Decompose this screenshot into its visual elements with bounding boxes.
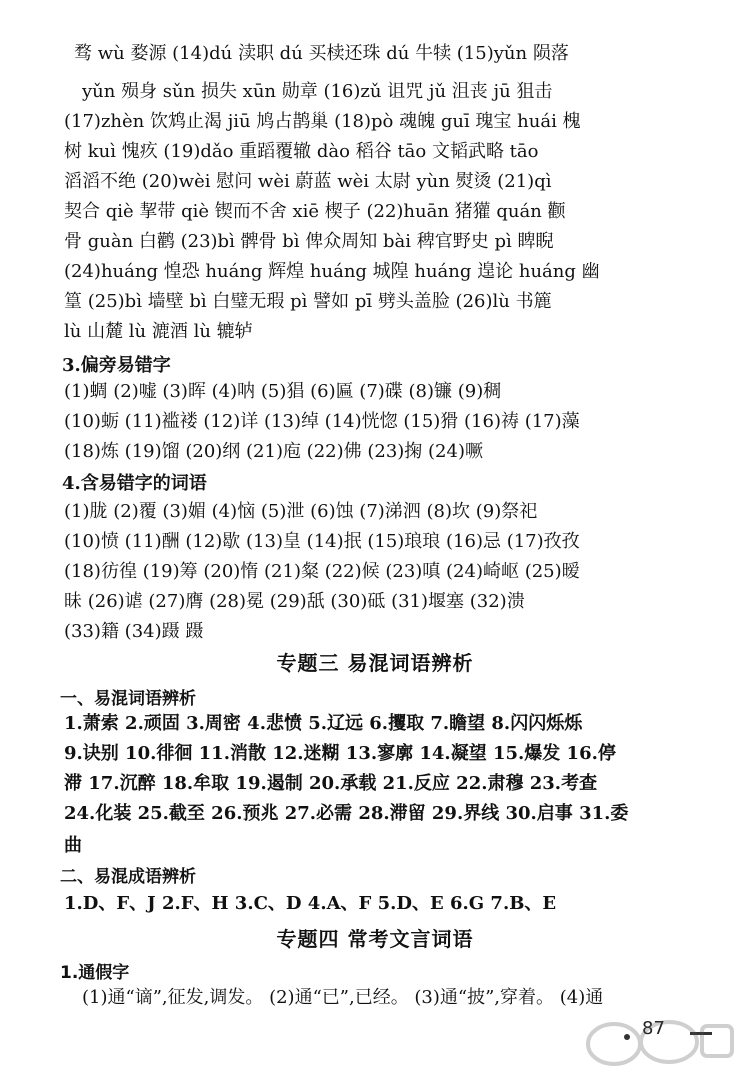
topic-3-line-2: 9.诀别 10.徘徊 11.消散 12.迷糊 13.寥廓 14.凝望 15.爆发 16.停: [64, 743, 616, 764]
pinyin-line-9: 篁 (25)bì 墙壁 bì 白璧无瑕 pì 譬如 pī 劈头盖脸 (26)lù 书簏: [64, 291, 552, 312]
pinyin-line-1: 骛 wù 婺源 (14)dú 渎职 dú 买椟还珠 dú 牛犊 (15)yǔn 陨落: [74, 43, 569, 64]
section-3-line-2: (10)蛎 (11)褴褛 (12)详 (13)绰 (14)恍惚 (15)猾 (16)祷 (17)藻: [64, 411, 580, 432]
pinyin-line-2: yǔn 殒身 sǔn 损失 xūn 勋章 (16)zǔ 诅咒 jǔ 沮丧 jū 狙击: [82, 81, 553, 102]
section-4-title: 4.含易错字的词语: [62, 473, 207, 494]
topic-3-line-4: 24.化装 25.截至 26.预兆 27.必需 28.滞留 29.界线 30.启事 31.委: [64, 803, 629, 824]
section-3-line-3: (18)炼 (19)馏 (20)纲 (21)庖 (22)佛 (23)掬 (24)噘: [64, 441, 483, 462]
section-4-line-3: (18)彷徨 (19)筹 (20)惰 (21)粲 (22)候 (23)嗔 (24)崎岖 (25)暧: [64, 561, 580, 582]
section-4-line-5: (33)籍 (34)蹑 蹑: [64, 621, 204, 642]
topic-4-subheading-1: 1.通假字: [60, 963, 130, 983]
pinyin-line-5: 滔滔不绝 (20)wèi 慰问 wèi 蔚蓝 wèi 太尉 yùn 熨烫 (21)qì: [64, 171, 552, 192]
section-4-line-4: 昧 (26)谑 (27)膺 (28)冕 (29)舐 (30)砥 (31)堰塞 (32)溃: [64, 591, 525, 612]
topic-3-subheading-1: 一、易混词语辨析: [60, 689, 196, 709]
section-3-line-1: (1)蜩 (2)嘘 (3)晖 (4)呐 (5)猖 (6)匾 (7)碟 (8)镰 (9)稠: [64, 381, 502, 402]
topic-3-line-5: 曲: [64, 835, 82, 856]
pinyin-line-6: 契合 qiè 挈带 qiè 锲而不舍 xiē 楔子 (22)huān 猪獾 quán 颧: [64, 201, 566, 222]
topic-3-heading: 专题三 易混词语辨析: [276, 651, 474, 675]
pinyin-line-3: (17)zhèn 饮鸩止渴 jiū 鸠占鹊巢 (18)pò 魂魄 guī 瑰宝 huái 槐: [64, 111, 581, 132]
section-3-title: 3.偏旁易错字: [62, 355, 171, 376]
pinyin-line-10: lù 山麓 lù 漉酒 lù 辘轳: [64, 321, 253, 342]
topic-3-line-1: 1.萧索 2.顽固 3.周密 4.悲愤 5.辽远 6.攫取 7.瞻望 8.闪闪烁烁: [64, 713, 583, 734]
pinyin-line-8: (24)huáng 惶恐 huáng 辉煌 huáng 城隍 huáng 遑论 huáng 幽: [64, 261, 600, 282]
section-4-line-2: (10)愤 (11)酬 (12)歇 (13)皇 (14)抿 (15)琅琅 (16)忌 (17)孜孜: [64, 531, 580, 552]
pinyin-line-7: 骨 guàn 白鹳 (23)bì 髀骨 bì 俾众周知 bài 稗官野史 pì 睥睨: [64, 231, 554, 252]
topic-4-heading: 专题四 常考文言词语: [276, 927, 474, 951]
page-number: 87: [642, 1018, 665, 1039]
topic-3-line-3: 滞 17.沉醉 18.牟取 19.遏制 20.承载 21.反应 22.肃穆 23.考查: [64, 773, 598, 794]
topic-3-subheading-2: 二、易混成语辨析: [60, 867, 196, 887]
section-4-line-1: (1)胧 (2)覆 (3)媚 (4)恼 (5)泄 (6)蚀 (7)涕泗 (8)坎 (9)祭祀: [64, 501, 538, 522]
topic-3-choice-line: 1.D、F、J 2.F、H 3.C、D 4.A、F 5.D、E 6.G 7.B、E: [64, 893, 557, 914]
watermark-logo: [574, 1014, 744, 1084]
pinyin-line-4: 树 kuì 愧疚 (19)dǎo 重蹈覆辙 dào 稻谷 tāo 文韬武略 tāo: [64, 141, 539, 162]
topic-4-line-1: (1)通“谪”,征发,调发。 (2)通“已”,已经。 (3)通“披”,穿着。 (4)通: [82, 987, 604, 1008]
